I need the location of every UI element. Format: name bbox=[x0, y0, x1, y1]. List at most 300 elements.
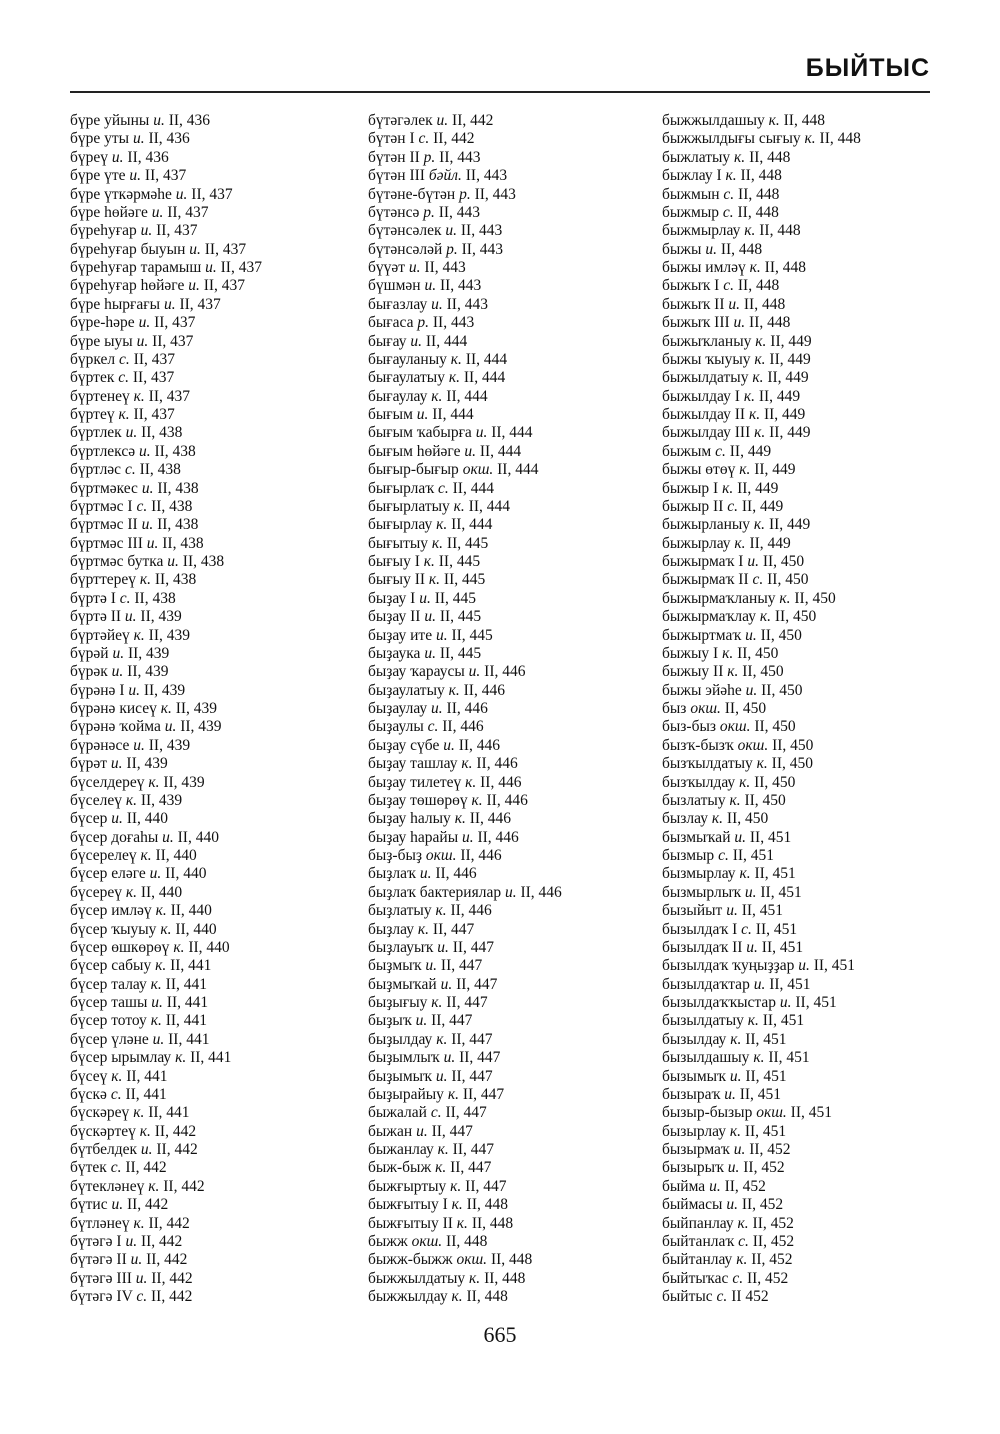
entry-headword: быжылдау II bbox=[662, 406, 749, 423]
dictionary-entry bbox=[662, 480, 962, 498]
entry-page-reference: II, 451 bbox=[750, 865, 796, 883]
entry-headword: бызылдаҡҡыстар bbox=[662, 994, 780, 1011]
entry-page-reference: II, 442 bbox=[147, 1269, 193, 1287]
entry-page-reference: II, 437 bbox=[152, 222, 198, 240]
entry-part-of-speech: и. bbox=[111, 663, 124, 681]
dictionary-entry bbox=[662, 976, 962, 994]
page-header-title: БЫЙТЫС bbox=[805, 54, 930, 82]
entry-page-reference: II, 450 bbox=[767, 755, 813, 773]
entry-page-reference: II, 445 bbox=[443, 534, 489, 552]
dictionary-entry bbox=[368, 498, 668, 516]
entry-headword: бүре уйыны bbox=[70, 112, 154, 129]
dictionary-entry bbox=[368, 1196, 668, 1214]
page-number: 665 bbox=[483, 1322, 517, 1347]
dictionary-entry bbox=[70, 939, 370, 957]
entry-headword: бүтләнеү bbox=[70, 1214, 134, 1232]
dictionary-entry bbox=[70, 388, 370, 406]
entry-page-reference: II, 441 bbox=[121, 1085, 167, 1103]
entry-page-reference: II, 439 bbox=[136, 608, 182, 626]
entry-page-reference: II, 448 bbox=[716, 240, 763, 258]
header-divider bbox=[70, 91, 930, 93]
entry-page-reference: II, 451 bbox=[735, 1085, 782, 1103]
dictionary-entry bbox=[70, 1288, 370, 1306]
entry-page-reference: II, 452 bbox=[743, 1269, 789, 1287]
entry-headword: бығаулау bbox=[368, 387, 432, 405]
entry-headword: бүреһуғар һөйәге bbox=[70, 277, 189, 295]
entry-part-of-speech: и. bbox=[162, 828, 174, 846]
dictionary-entry bbox=[368, 1178, 668, 1196]
entry-part-of-speech: к. bbox=[125, 883, 137, 901]
entry-page-reference: II, 437 bbox=[129, 369, 175, 387]
entry-part-of-speech: и. bbox=[140, 1141, 153, 1158]
entry-headword: бүсер сабыу bbox=[70, 957, 156, 975]
entry-headword: бүрттереү bbox=[70, 571, 140, 589]
entry-headword: бүртәйеү bbox=[70, 626, 134, 644]
entry-page-reference: II, 439 bbox=[139, 681, 186, 699]
entry-headword: бүсеү bbox=[70, 1067, 112, 1085]
entry-headword: бүртеү bbox=[70, 406, 119, 423]
entry-headword: бызыр-бызыр bbox=[662, 1104, 757, 1122]
entry-part-of-speech: и. bbox=[167, 553, 179, 570]
entry-page-reference: II, 437 bbox=[216, 259, 262, 276]
dictionary-entry bbox=[70, 829, 370, 847]
entry-headword: бүсер доғаһы bbox=[70, 828, 163, 846]
dictionary-entry bbox=[368, 461, 668, 479]
entry-page-reference: II, 450 bbox=[758, 553, 805, 570]
entry-part-of-speech: окш. bbox=[737, 736, 769, 754]
entry-page-reference: II, 445 bbox=[435, 644, 482, 662]
entry-headword: бығыр-бығыр bbox=[368, 461, 463, 479]
dictionary-entry bbox=[368, 755, 668, 773]
entry-headword: быҙау тилетеү bbox=[368, 773, 466, 791]
entry-page-reference: II, 440 bbox=[171, 920, 217, 938]
entry-page-reference: II, 447 bbox=[429, 920, 475, 938]
dictionary-entry bbox=[70, 571, 370, 589]
dictionary-entry bbox=[662, 516, 962, 534]
dictionary-entry bbox=[368, 406, 668, 424]
entry-page-reference: II, 444 bbox=[460, 369, 506, 387]
entry-headword: быжан bbox=[368, 1122, 417, 1140]
entry-part-of-speech: с. bbox=[716, 1288, 728, 1305]
entry-part-of-speech: к. bbox=[175, 1049, 187, 1067]
entry-part-of-speech: и. bbox=[726, 902, 738, 920]
entry-page-reference: II, 443 bbox=[429, 314, 475, 332]
entry-part-of-speech: и. bbox=[468, 663, 481, 681]
entry-page-reference: II, 447 bbox=[446, 1159, 492, 1177]
entry-page-reference: II, 443 bbox=[442, 295, 488, 313]
entry-page-reference: II, 452 bbox=[737, 1196, 784, 1214]
entry-headword: быжы имләү bbox=[662, 259, 750, 276]
dictionary-entry bbox=[70, 204, 370, 222]
entry-page-reference: II, 439 bbox=[159, 773, 205, 791]
dictionary-entry bbox=[368, 186, 668, 204]
entry-headword: бығым һөйәге bbox=[368, 442, 465, 460]
entry-page-reference: II, 448 bbox=[760, 259, 806, 276]
entry-part-of-speech: р. bbox=[423, 203, 435, 221]
entry-page-reference: II, 444 bbox=[487, 424, 533, 442]
entry-page-reference: II, 444 bbox=[493, 461, 539, 479]
entry-part-of-speech: и. bbox=[110, 755, 123, 773]
entry-part-of-speech: и. bbox=[424, 277, 437, 295]
entry-page-reference: II, 440 bbox=[122, 810, 169, 828]
dictionary-entry bbox=[368, 774, 668, 792]
entry-part-of-speech: к. bbox=[465, 773, 477, 791]
entry-headword: быҙлаҡ bbox=[368, 865, 420, 883]
dictionary-entry bbox=[368, 1068, 668, 1086]
entry-headword: бызырлау bbox=[662, 1122, 730, 1140]
dictionary-entry bbox=[368, 718, 668, 736]
entry-part-of-speech: и. bbox=[416, 1122, 428, 1140]
dictionary-entry bbox=[662, 241, 962, 259]
entry-page-reference: II, 448 bbox=[733, 203, 779, 221]
dictionary-entry bbox=[662, 590, 962, 608]
entry-part-of-speech: и. bbox=[475, 424, 488, 442]
dictionary-entry bbox=[70, 994, 370, 1012]
entry-page-reference: II, 447 bbox=[461, 1177, 507, 1195]
entry-part-of-speech: и. bbox=[205, 259, 217, 276]
entry-page-reference: II, 439 bbox=[171, 700, 218, 717]
entry-page-reference: II, 442 bbox=[121, 1159, 167, 1177]
entry-headword: бүтәгә I bbox=[70, 1232, 126, 1250]
entry-headword: бүреү bbox=[70, 148, 112, 166]
entry-part-of-speech: и. bbox=[445, 222, 457, 240]
dictionary-entry bbox=[662, 259, 962, 277]
entry-part-of-speech: к. bbox=[436, 1030, 448, 1048]
dictionary-entry bbox=[368, 700, 668, 718]
entry-page-reference: II, 440 bbox=[151, 847, 197, 864]
dictionary-entry bbox=[368, 516, 668, 534]
entry-page-reference: II, 437 bbox=[163, 203, 209, 221]
dictionary-entry bbox=[368, 663, 668, 681]
dictionary-entry bbox=[368, 682, 668, 700]
entry-part-of-speech: с. bbox=[430, 1104, 442, 1122]
entry-headword: быйтыс bbox=[662, 1288, 717, 1305]
dictionary-entry bbox=[70, 1031, 370, 1049]
entry-page-reference: II, 451 bbox=[809, 957, 856, 975]
dictionary-entry bbox=[70, 333, 370, 351]
dictionary-entry bbox=[368, 994, 668, 1012]
entry-headword: быжым bbox=[662, 442, 716, 460]
entry-headword: бүре ыуы bbox=[70, 332, 137, 350]
entry-part-of-speech: и. bbox=[138, 442, 151, 460]
entry-headword: бүсер өшкөрөү bbox=[70, 938, 174, 956]
entry-part-of-speech: к. bbox=[133, 1214, 145, 1232]
entry-headword: быжы bbox=[662, 240, 706, 258]
entry-part-of-speech: р. bbox=[423, 148, 436, 166]
entry-part-of-speech: и. bbox=[163, 295, 176, 313]
dictionary-entry bbox=[368, 535, 668, 553]
entry-part-of-speech: и. bbox=[138, 314, 151, 332]
entry-part-of-speech: и. bbox=[141, 516, 154, 534]
entry-part-of-speech: к. bbox=[150, 975, 162, 993]
entry-part-of-speech: к. bbox=[155, 902, 167, 920]
entry-part-of-speech: к. bbox=[160, 700, 172, 717]
entry-headword: бүреһуғар тарамыш bbox=[70, 259, 206, 276]
entry-headword: бүтәгә III bbox=[70, 1269, 136, 1287]
entry-headword: бүртмәс III bbox=[70, 534, 147, 552]
entry-headword: бызлау bbox=[662, 810, 712, 828]
entry-headword: бүселеү bbox=[70, 791, 126, 809]
entry-part-of-speech: и. bbox=[464, 442, 476, 460]
entry-part-of-speech: р. bbox=[417, 314, 429, 332]
entry-page-reference: II, 447 bbox=[458, 1085, 505, 1103]
dictionary-entry bbox=[662, 1086, 962, 1104]
entry-page-reference: II, 441 bbox=[166, 957, 212, 975]
entry-part-of-speech: с. bbox=[722, 203, 734, 221]
entry-headword: бүртә I bbox=[70, 589, 120, 607]
entry-page-reference: II, 452 bbox=[747, 1251, 793, 1269]
entry-page-reference: II, 449 bbox=[763, 369, 809, 387]
entry-part-of-speech: к. bbox=[727, 663, 739, 681]
entry-part-of-speech: к. bbox=[749, 259, 761, 276]
entry-page-reference: II, 450 bbox=[740, 791, 786, 809]
entry-page-reference: II, 440 bbox=[173, 828, 219, 846]
entry-part-of-speech: и. bbox=[189, 240, 201, 258]
entry-part-of-speech: к. bbox=[447, 1085, 459, 1103]
entry-page-reference: II, 448 bbox=[815, 130, 861, 148]
entry-headword: бығазлау bbox=[368, 295, 432, 313]
entry-page-reference: II, 445 bbox=[434, 553, 481, 570]
entry-headword: быҙау ҡараусы bbox=[368, 663, 469, 681]
entry-part-of-speech: и. bbox=[734, 828, 746, 846]
dictionary-entry bbox=[662, 1233, 962, 1251]
entry-headword: бүре-һәре bbox=[70, 314, 139, 332]
entry-headword: бығаулатыу bbox=[368, 369, 449, 387]
entry-part-of-speech: к. bbox=[148, 773, 160, 791]
dictionary-entry bbox=[70, 1123, 370, 1141]
dictionary-entry bbox=[70, 1141, 370, 1159]
entry-part-of-speech: и. bbox=[151, 994, 163, 1011]
entry-part-of-speech: и. bbox=[130, 1251, 143, 1269]
entry-part-of-speech: к. bbox=[747, 1012, 759, 1030]
entry-part-of-speech: к. bbox=[435, 902, 447, 920]
entry-part-of-speech: и. bbox=[152, 1030, 165, 1048]
entry-page-reference: II, 451 bbox=[764, 1049, 810, 1067]
dictionary-entry bbox=[70, 480, 370, 498]
entry-headword: быҙмыҡ bbox=[368, 957, 426, 975]
dictionary-entry bbox=[368, 1031, 668, 1049]
entry-headword: быҙау сүбе bbox=[368, 736, 444, 754]
entry-page-reference: II, 443 bbox=[461, 167, 508, 185]
entry-page-reference: II, 438 bbox=[153, 479, 199, 497]
entry-part-of-speech: и. bbox=[431, 295, 443, 313]
dictionary-entry bbox=[368, 957, 668, 975]
entry-page-reference: II, 441 bbox=[164, 1030, 210, 1048]
entry-page-reference: II, 450 bbox=[723, 810, 769, 828]
entry-part-of-speech: и. bbox=[709, 1177, 721, 1195]
entry-page-reference: II, 441 bbox=[144, 1104, 190, 1122]
entry-page-reference: II, 447 bbox=[447, 1067, 493, 1085]
dictionary-entry bbox=[662, 443, 962, 461]
entry-page-reference: II, 449 bbox=[766, 332, 812, 350]
entry-page-reference: II, 448 bbox=[480, 1269, 526, 1287]
dictionary-entry bbox=[70, 792, 370, 810]
dictionary-entry bbox=[70, 553, 370, 571]
dictionary-entry bbox=[662, 847, 962, 865]
entry-page-reference: II, 446 bbox=[472, 755, 518, 773]
entry-page-reference: II, 441 bbox=[122, 1067, 168, 1085]
entry-part-of-speech: к. bbox=[454, 810, 466, 828]
entry-headword: бығыу II bbox=[368, 571, 429, 589]
dictionary-entry bbox=[368, 829, 668, 847]
dictionary-entry bbox=[662, 682, 962, 700]
entry-headword: бығауланыу bbox=[368, 350, 451, 368]
entry-page-reference: II, 439 bbox=[123, 663, 169, 681]
entry-headword: быҙаулатыу bbox=[368, 681, 449, 699]
entry-part-of-speech: к. bbox=[431, 387, 443, 405]
dictionary-entry bbox=[70, 1251, 370, 1269]
entry-part-of-speech: с. bbox=[427, 718, 439, 736]
entry-page-reference: II, 437 bbox=[175, 295, 221, 313]
dictionary-entry bbox=[662, 535, 962, 553]
dictionary-entry bbox=[662, 112, 962, 130]
entry-page-reference: II, 442 bbox=[147, 1288, 193, 1305]
entry-headword: быҙлауыҡ bbox=[368, 938, 438, 956]
entry-headword: бүртлек bbox=[70, 424, 126, 442]
entry-headword: быйпанлау bbox=[662, 1214, 738, 1232]
entry-part-of-speech: к. bbox=[739, 461, 751, 479]
dictionary-entry bbox=[662, 663, 962, 681]
dictionary-entry bbox=[70, 976, 370, 994]
entry-part-of-speech: к. bbox=[753, 1049, 765, 1067]
entry-headword: быжы өтөү bbox=[662, 461, 740, 479]
entry-page-reference: II, 450 bbox=[750, 718, 796, 736]
dictionary-entry bbox=[368, 1012, 668, 1030]
entry-headword: бызмыр bbox=[662, 847, 719, 864]
entry-part-of-speech: к. bbox=[754, 424, 766, 442]
entry-page-reference: II, 437 bbox=[148, 332, 194, 350]
entry-headword: бүртмәс I bbox=[70, 497, 137, 515]
entry-headword: бүртә II bbox=[70, 608, 125, 626]
entry-part-of-speech: и. bbox=[705, 240, 717, 258]
entry-headword: быҙаука bbox=[368, 644, 425, 662]
entry-page-reference: II, 437 bbox=[200, 240, 247, 258]
entry-headword: быҙылдау bbox=[368, 1030, 437, 1048]
dictionary-entry bbox=[368, 737, 668, 755]
entry-headword: бызылдаҡ I bbox=[662, 920, 742, 938]
entry-part-of-speech: к. bbox=[461, 755, 473, 773]
entry-page-reference: II, 448 bbox=[442, 1232, 488, 1250]
entry-part-of-speech: к. bbox=[160, 920, 172, 938]
dictionary-entry bbox=[368, 424, 668, 442]
entry-page-reference: II, 444 bbox=[422, 332, 468, 350]
entry-page-reference: II, 451 bbox=[756, 883, 802, 901]
entry-page-reference: II, 449 bbox=[765, 350, 811, 368]
entry-part-of-speech: и. bbox=[133, 736, 145, 754]
entry-page-reference: II, 439 bbox=[176, 718, 222, 736]
entry-part-of-speech: к. bbox=[755, 332, 767, 350]
entry-headword: бығырлатыу bbox=[368, 497, 454, 515]
dictionary-entry bbox=[662, 1215, 962, 1233]
entry-part-of-speech: к. bbox=[737, 1214, 749, 1232]
dictionary-entry bbox=[368, 388, 668, 406]
entry-headword: бызҡылдау bbox=[662, 773, 740, 791]
entry-page-reference: II, 438 bbox=[151, 571, 197, 589]
entry-page-reference: II, 441 bbox=[161, 1012, 208, 1030]
entry-headword: бүсер bbox=[70, 810, 112, 828]
entry-headword: бызмырлау bbox=[662, 865, 740, 883]
entry-headword: быжмыр bbox=[662, 203, 723, 221]
entry-headword: быйтанлау bbox=[662, 1251, 737, 1269]
dictionary-column-3 bbox=[662, 112, 962, 1306]
entry-page-reference: II, 448 bbox=[779, 112, 825, 129]
entry-part-of-speech: к. bbox=[730, 1030, 742, 1048]
entry-page-reference: II, 436 bbox=[144, 130, 190, 148]
dictionary-entry bbox=[70, 296, 370, 314]
dictionary-entry bbox=[662, 204, 962, 222]
entry-headword: быжжылдау bbox=[368, 1288, 452, 1305]
entry-headword: бүртек bbox=[70, 369, 119, 387]
dictionary-entry bbox=[70, 1159, 370, 1177]
entry-page-reference: II, 446 bbox=[456, 847, 502, 864]
entry-part-of-speech: и. bbox=[164, 718, 177, 736]
entry-part-of-speech: к. bbox=[450, 1177, 462, 1195]
entry-part-of-speech: с. bbox=[124, 461, 136, 479]
entry-page-reference: II, 446 bbox=[438, 718, 484, 736]
entry-page-reference: II, 439 bbox=[136, 791, 183, 809]
entry-headword: бүтәгә IV bbox=[70, 1288, 137, 1305]
entry-page-reference: II, 450 bbox=[757, 681, 803, 699]
entry-headword: бүртмәс бутка bbox=[70, 553, 168, 570]
entry-headword: бызҡ-бызҡ bbox=[662, 736, 738, 754]
dictionary-entry bbox=[662, 939, 962, 957]
entry-page-reference: II, 449 bbox=[725, 442, 772, 460]
dictionary-entry bbox=[662, 571, 962, 589]
entry-part-of-speech: к. bbox=[140, 847, 152, 864]
dictionary-entry bbox=[70, 314, 370, 332]
entry-part-of-speech: и. bbox=[424, 608, 436, 626]
dictionary-entry bbox=[662, 902, 962, 920]
entry-headword: бүтәнсәлек bbox=[368, 222, 446, 240]
dictionary-entry bbox=[70, 755, 370, 773]
dictionary-entry bbox=[70, 847, 370, 865]
dictionary-entry bbox=[368, 333, 668, 351]
entry-part-of-speech: с. bbox=[727, 497, 739, 515]
entry-page-reference: II, 448 bbox=[487, 1251, 533, 1269]
entry-part-of-speech: с. bbox=[741, 920, 752, 938]
entry-part-of-speech: и. bbox=[744, 883, 757, 901]
entry-headword: бүсер ырымлау bbox=[70, 1049, 176, 1067]
entry-part-of-speech: и. bbox=[753, 975, 766, 993]
dictionary-entry bbox=[662, 277, 962, 295]
entry-part-of-speech: и. bbox=[729, 1067, 742, 1085]
dictionary-entry bbox=[70, 535, 370, 553]
entry-headword: быжырмаҡ II bbox=[662, 571, 753, 589]
entry-page-reference: II, 451 bbox=[737, 902, 784, 920]
dictionary-entry bbox=[368, 1233, 668, 1251]
entry-headword: бүсер тотоу bbox=[70, 1012, 151, 1030]
entry-headword: быжырмаҡланыу bbox=[662, 589, 780, 607]
entry-page-reference: II, 451 bbox=[728, 847, 775, 864]
entry-page-reference: II, 443 bbox=[457, 222, 503, 240]
dictionary-entry bbox=[662, 755, 962, 773]
dictionary-entry bbox=[70, 663, 370, 681]
entry-part-of-speech: к. bbox=[431, 994, 443, 1011]
entry-headword: бүсерелеү bbox=[70, 847, 141, 864]
entry-page-reference: II, 445 bbox=[430, 589, 477, 607]
entry-headword: быжғытыу I bbox=[368, 1196, 452, 1214]
entry-page-reference: II, 440 bbox=[166, 902, 212, 920]
entry-part-of-speech: и. bbox=[408, 259, 421, 276]
entry-headword: бүре һырғағы bbox=[70, 295, 164, 313]
dictionary-entry bbox=[662, 406, 962, 424]
entry-page-reference: II, 448 bbox=[736, 167, 782, 185]
entry-headword: бығым ҡабырға bbox=[368, 424, 476, 442]
entry-part-of-speech: и. bbox=[424, 644, 436, 662]
entry-page-reference: II, 446 bbox=[442, 700, 488, 717]
entry-page-reference: II, 438 bbox=[135, 461, 181, 479]
entry-page-reference: II, 440 bbox=[136, 883, 183, 901]
